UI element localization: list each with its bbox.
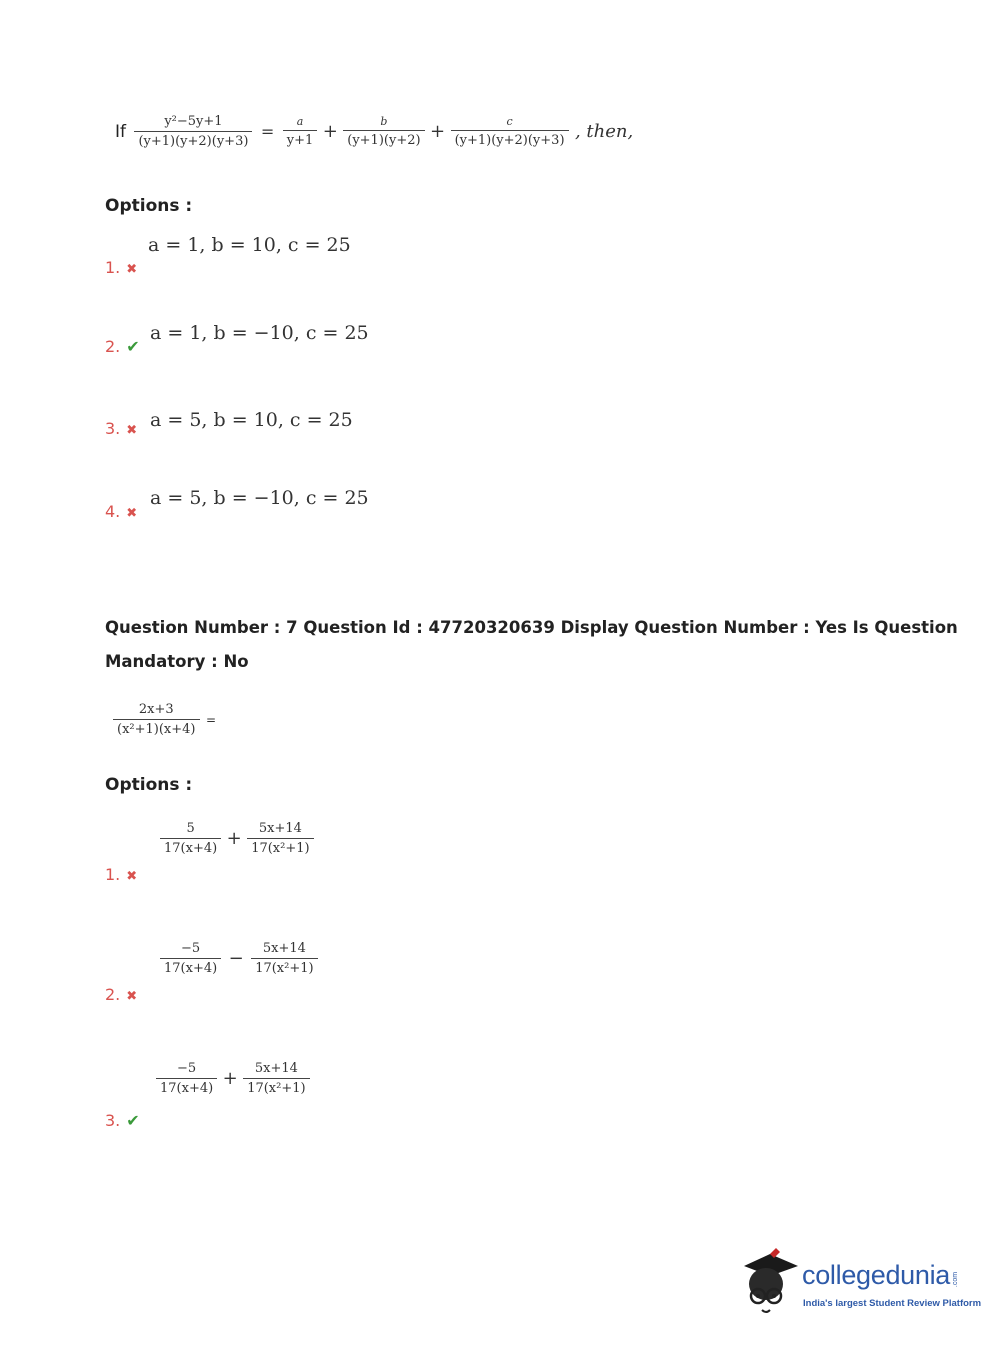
q7-meta-line-1: Question Number : 7 Question Id : 47720320639 Display Question Number : Yes Is Question [105,618,958,637]
q7-option-1-expr [160,821,314,856]
q6-lhs-fraction: $\frac{\text{y²−5y+1}}{(y+1)(y+2)(y+3)}$ [134,114,252,149]
cross-icon: ✖ [126,869,138,884]
q7-option-3-expr [156,1061,310,1096]
q6-option-3[interactable] [105,419,137,438]
q6-option-4[interactable] [105,502,137,521]
brand-name: collegedunia .com [802,1260,960,1290]
q6-option-1-text: a = 1, b = 10, c = 25 [148,234,351,256]
cross-icon: ✖ [126,423,138,438]
q6-option-2-number: 2. [105,337,121,356]
q7-equals: = [205,712,217,727]
q6-statement [115,114,637,149]
cross-icon: ✖ [126,262,138,277]
q6-plus-2: + [430,121,446,142]
q6-option-3-text: a = 5, b = 10, c = 25 [150,409,353,431]
q7-fraction: $\frac{2x+3}{\text{(x²+1)(x+4)}}$ [113,702,200,737]
q6-tail: , then, [574,121,634,142]
q6-if-label: If [115,121,126,142]
cross-icon: ✖ [126,506,138,521]
q7-statement [113,702,220,737]
q6-option-4-number: 4. [105,502,121,521]
brand-tagline: India's largest Student Review Platform [803,1298,982,1309]
q6-term3: $\frac{c}{(y+1)(y+2)(y+3)}$ [451,115,569,148]
check-icon: ✔ [126,1111,140,1130]
q7-option-3-frac-1: $\frac{-5}{17(x+4)}$ [156,1061,217,1096]
q7-option-2-frac-1: $\frac{-5}{17(x+4)}$ [160,941,221,976]
q6-option-1[interactable] [105,258,137,277]
q7-option-3-number: 3. [105,1111,121,1130]
q7-option-2-operator: − [228,948,244,969]
q6-option-1-number: 1. [105,258,121,277]
q7-option-3-frac-2: $\frac{5x+14}{\text{17(x²+1)}}$ [243,1061,309,1096]
q7-meta-line-2: Mandatory : No [105,652,249,671]
q7-option-3-operator: + [222,1068,238,1089]
q6-plus-1: + [322,121,338,142]
q6-options-label: Options : [105,196,193,216]
q7-option-1-frac-2: $\frac{5x+14}{\text{17(x²+1)}}$ [247,821,313,856]
q6-option-2-text: a = 1, b = −10, c = 25 [150,322,369,344]
cross-icon: ✖ [126,989,138,1004]
q6-term1: $\frac{a}{y+1}$ [283,115,318,148]
q7-option-1-operator: + [226,828,242,849]
q7-option-1[interactable] [105,865,137,884]
q6-option-2[interactable] [105,337,140,356]
q7-option-2[interactable] [105,985,137,1004]
q6-equals: = [260,122,275,141]
q6-option-3-number: 3. [105,419,121,438]
check-icon: ✔ [126,337,140,356]
q7-option-2-number: 2. [105,985,121,1004]
q7-option-3[interactable] [105,1111,140,1130]
q7-option-2-frac-2: $\frac{5x+14}{\text{17(x²+1)}}$ [251,941,317,976]
q7-option-1-frac-1: $\frac{5}{17(x+4)}$ [160,821,221,856]
q7-option-1-number: 1. [105,865,121,884]
q6-term2: $\frac{b}{(y+1)(y+2)}$ [343,115,424,148]
q7-options-label: Options : [105,775,193,795]
brand-suffix: .com [952,1272,960,1288]
q6-option-4-text: a = 5, b = −10, c = 25 [150,487,369,509]
q7-option-2-expr [160,941,318,976]
mascot-icon [740,1248,800,1316]
brand-logo [740,1248,982,1320]
